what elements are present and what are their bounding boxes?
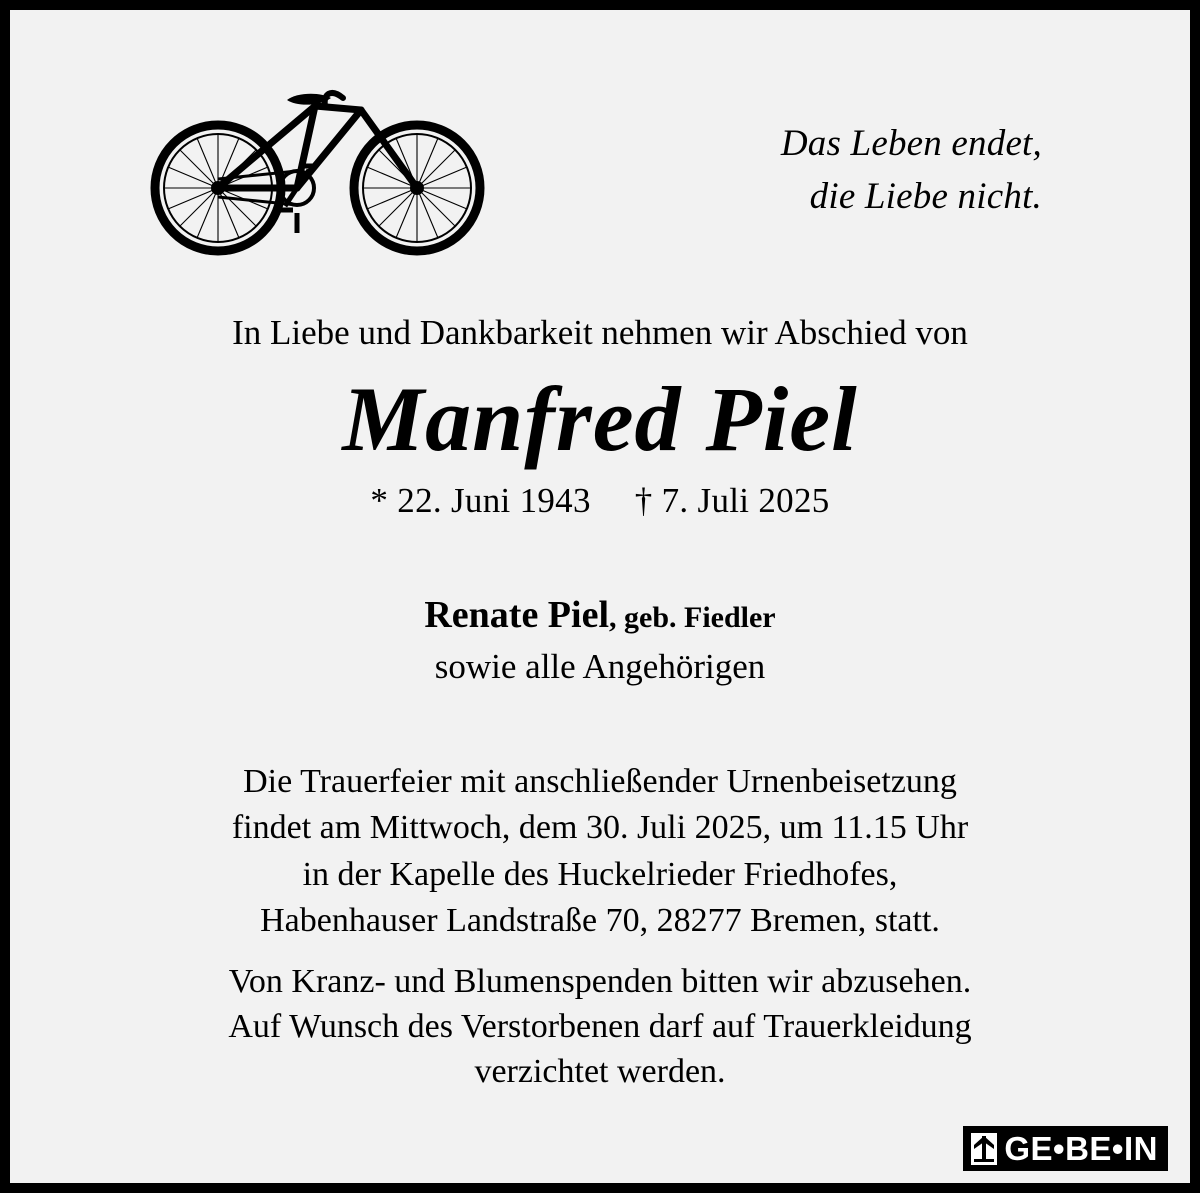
motto-line-2: die Liebe nicht.	[809, 175, 1042, 217]
notice-body	[10, 312, 1190, 1095]
survivor-primary-name: Renate Piel	[424, 594, 609, 637]
death-date: † 7. Juli 2025	[634, 481, 830, 521]
gebein-wordmark: GE•BE•IN	[1004, 1130, 1158, 1167]
request-line-1: Von Kranz- und Blumenspenden bitten wir abzusehen.	[228, 962, 972, 1000]
survivor-primary	[50, 593, 1150, 637]
birth-date: * 22. Juni 1943	[370, 481, 591, 521]
request-note	[50, 960, 1150, 1095]
gebein-logo	[963, 1126, 1168, 1171]
lead-line: In Liebe und Dankbarkeit nehmen wir Abschied von	[232, 313, 968, 352]
ceremony-line-1: Die Trauerfeier mit anschließender Urnenbeisetzung	[243, 763, 957, 801]
header-area	[10, 10, 1190, 290]
request-line-2: Auf Wunsch des Verstorbenen darf auf Trauerkleidung	[228, 1007, 972, 1045]
bicycle-icon	[145, 58, 505, 258]
ceremony-line-4: Habenhauser Landstraße 70, 28277 Bremen, statt.	[260, 901, 940, 939]
deceased-name: Manfred Piel	[342, 368, 858, 470]
survivor-secondary: sowie alle Angehörigen	[434, 647, 766, 687]
ceremony-details	[50, 759, 1150, 944]
ceremony-line-2: findet am Mittwoch, dem 30. Juli 2025, um 11.15 Uhr	[231, 809, 969, 847]
ceremony-line-3: in der Kapelle des Huckelrieder Friedhofes,	[302, 855, 898, 893]
motto-line-1: Das Leben endet,	[780, 123, 1042, 164]
request-line-3: verzichtet werden.	[474, 1052, 726, 1090]
life-dates	[50, 481, 1150, 521]
gebein-emblem-icon	[971, 1133, 997, 1165]
motto	[781, 118, 1042, 223]
survivor-primary-nee: , geb. Fiedler	[609, 601, 776, 635]
